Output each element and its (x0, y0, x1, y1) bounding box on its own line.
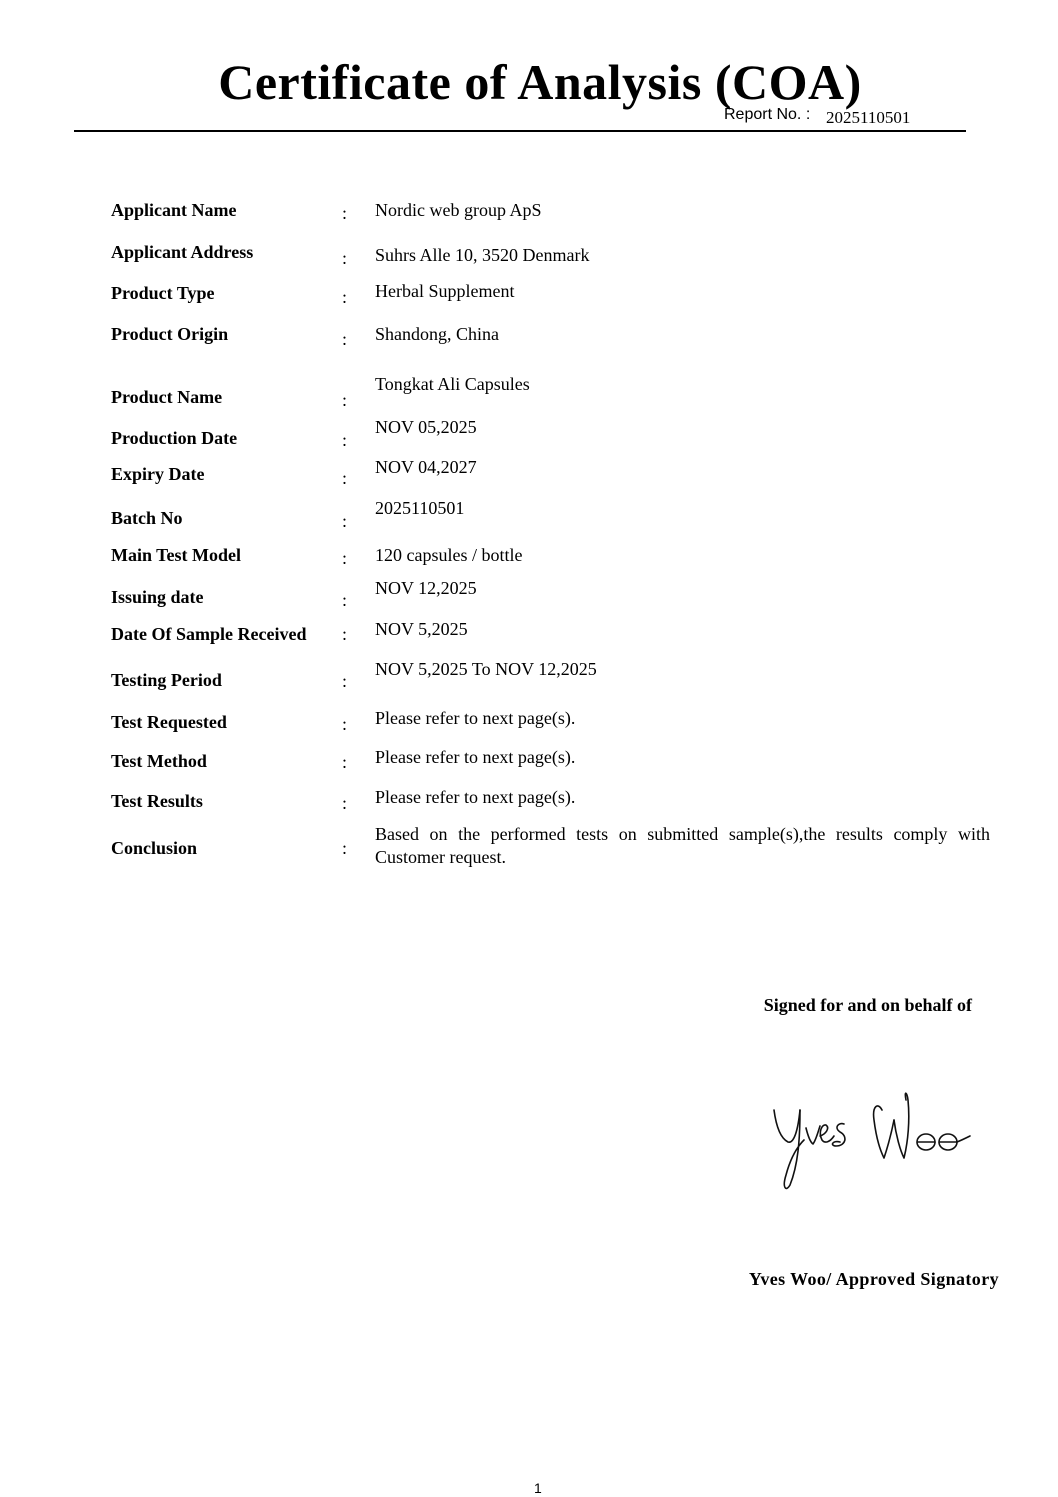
field-value: Please refer to next page(s). (375, 708, 576, 728)
field-label: Test Results (111, 791, 203, 811)
field-colon: : (342, 329, 348, 349)
field-colon: : (342, 838, 348, 858)
field-colon: : (342, 671, 348, 691)
field-value: Based on the performed tests on submitted sample(s),the results comply with Customer request. (375, 824, 990, 867)
field-value: NOV 5,2025 To NOV 12,2025 (375, 659, 597, 679)
field-colon: : (342, 430, 348, 450)
field-label: Test Method (111, 751, 207, 771)
field-colon: : (342, 287, 348, 307)
field-colon: : (342, 511, 348, 531)
field-value: Nordic web group ApS (375, 200, 542, 220)
field-label: Product Type (111, 283, 215, 303)
field-value: Herbal Supplement (375, 281, 515, 301)
field-value: Suhrs Alle 10, 3520 Denmark (375, 245, 590, 265)
field-value: NOV 04,2027 (375, 457, 477, 477)
field-colon: : (342, 752, 348, 772)
approved-signatory: Yves Woo/ Approved Signatory (748, 1269, 999, 1289)
field-colon: : (342, 714, 348, 734)
field-colon: : (342, 624, 348, 644)
signed-for-text: Signed for and on behalf of (763, 995, 972, 1015)
field-value: NOV 05,2025 (375, 417, 477, 437)
page-number: 1 (534, 1480, 542, 1496)
field-label: Expiry Date (111, 464, 205, 484)
field-label: Applicant Name (111, 200, 237, 220)
field-colon: : (342, 203, 348, 223)
field-value: NOV 12,2025 (375, 578, 477, 598)
field-value: 2025110501 (375, 498, 465, 518)
title-divider (74, 130, 966, 132)
field-label: Product Name (111, 387, 223, 407)
document-title: Certificate of Analysis (COA) (218, 54, 862, 110)
field-label: Applicant Address (111, 242, 254, 262)
field-colon: : (342, 590, 348, 610)
field-colon: : (342, 390, 348, 410)
field-label: Date Of Sample Received (111, 624, 307, 644)
field-label: Product Origin (111, 324, 229, 344)
field-value: Tongkat Ali Capsules (375, 374, 530, 394)
field-value: NOV 5,2025 (375, 619, 468, 639)
field-label: Main Test Model (111, 545, 242, 565)
field-label: Production Date (111, 428, 238, 448)
field-colon: : (342, 248, 348, 268)
field-colon: : (342, 548, 348, 568)
field-colon: : (342, 793, 348, 813)
field-label: Test Requested (111, 712, 227, 732)
field-value: Please refer to next page(s). (375, 787, 576, 807)
field-label: Testing Period (111, 670, 222, 690)
field-value: 120 capsules / bottle (375, 545, 523, 565)
field-value: Shandong, China (375, 324, 499, 344)
report-number-label: Report No. : (724, 106, 811, 123)
report-number-value: 2025110501 (826, 108, 911, 127)
field-colon: : (342, 468, 348, 488)
field-label: Conclusion (111, 838, 198, 858)
handwritten-signature (760, 1080, 990, 1200)
field-value: Please refer to next page(s). (375, 747, 576, 767)
field-label: Batch No (111, 508, 183, 528)
field-label: Issuing date (111, 587, 204, 607)
